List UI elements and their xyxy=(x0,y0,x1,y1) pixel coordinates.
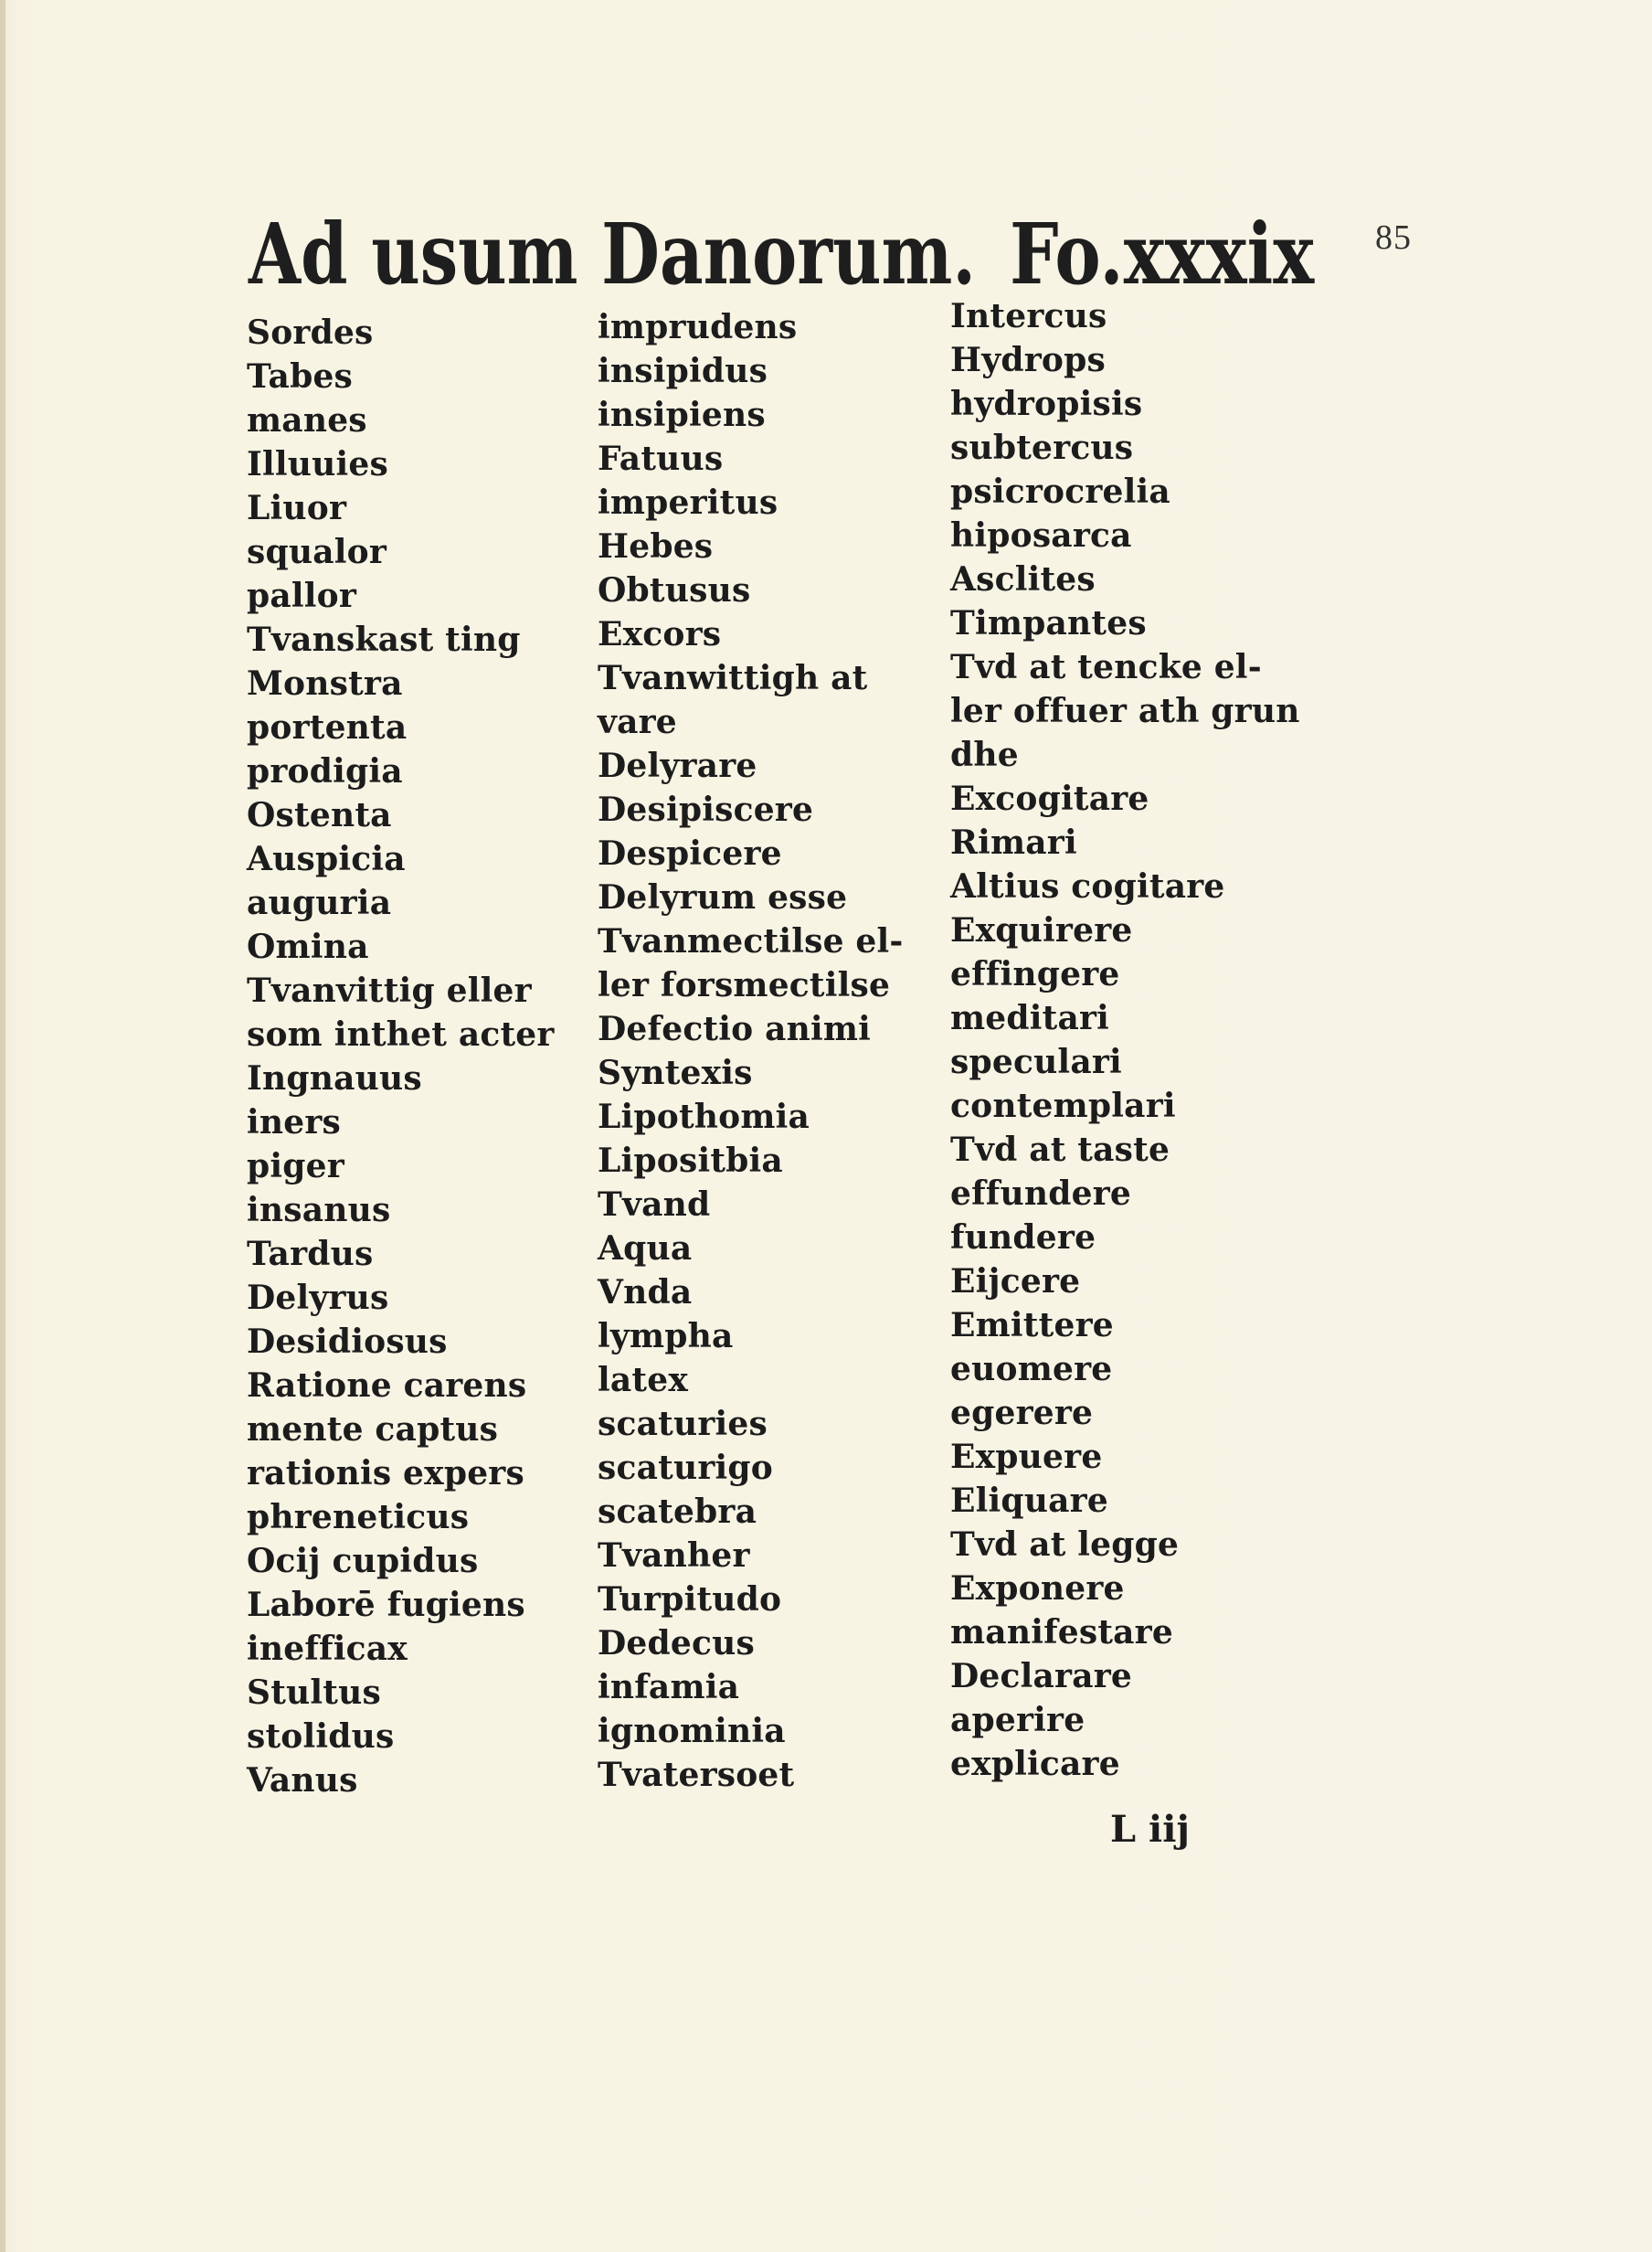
word-entry: imperitus xyxy=(598,483,778,522)
word-entry: phreneticus xyxy=(247,1498,470,1536)
running-head-title: Ad usum Danorum. xyxy=(249,205,977,303)
word-entry: scaturies xyxy=(598,1405,768,1443)
word-entry: speculari xyxy=(950,1043,1122,1081)
word-entry: Tvanher xyxy=(598,1536,750,1575)
word-entry: Desipiscere xyxy=(598,791,814,829)
word-entry: vare xyxy=(598,703,677,741)
word-entry: ler forsmectilse xyxy=(598,966,891,1004)
word-entry: auguria xyxy=(247,884,392,922)
word-entry: Exquirere xyxy=(950,911,1133,950)
word-entry: Omina xyxy=(247,928,369,966)
word-entry: manifestare xyxy=(950,1613,1173,1652)
word-entry: Tvand xyxy=(598,1185,711,1224)
word-entry: Tvanwittigh at xyxy=(598,659,868,697)
word-entry: Rimari xyxy=(950,823,1077,862)
word-entry: Eijcere xyxy=(950,1262,1081,1301)
word-entry: stolidus xyxy=(247,1717,395,1756)
word-entry: Auspicia xyxy=(247,840,406,878)
word-entry: infamia xyxy=(598,1668,740,1706)
word-entry: Tvanskast ting xyxy=(247,621,521,659)
word-entry: Tardus xyxy=(247,1235,374,1273)
word-entry: Asclites xyxy=(950,560,1096,599)
signature-mark: L iij xyxy=(1110,1808,1190,1851)
word-column-2 xyxy=(598,305,904,1797)
word-entry: imprudens xyxy=(598,308,798,346)
word-entry: Syntexis xyxy=(598,1054,753,1092)
word-entry: som inthet acter xyxy=(247,1015,555,1054)
word-entry: Expuere xyxy=(950,1438,1103,1476)
word-entry: Declarare xyxy=(950,1657,1133,1695)
word-entry: Sordes xyxy=(247,313,374,352)
word-entry: Ocij cupidus xyxy=(247,1542,479,1580)
word-entry: Excors xyxy=(598,615,722,653)
word-entry: Vnda xyxy=(598,1273,693,1312)
word-entry: Laborē fugiens xyxy=(247,1586,525,1624)
word-entry: scatebra xyxy=(598,1492,757,1531)
word-entry: Tvanmectilse el- xyxy=(598,922,904,961)
word-entry: manes xyxy=(247,401,367,440)
word-entry: Tvd at taste xyxy=(950,1131,1170,1169)
word-entry: Delyrum esse xyxy=(598,878,848,917)
word-entry: inefficax xyxy=(247,1630,408,1668)
word-entry: meditari xyxy=(950,999,1110,1037)
word-entry: hydropisis xyxy=(950,385,1143,423)
word-entry: subtercus xyxy=(950,429,1134,467)
word-entry: Delyrus xyxy=(247,1279,389,1317)
word-entry: psicrocrelia xyxy=(950,473,1170,511)
word-entry: lympha xyxy=(598,1317,734,1355)
word-entry: insanus xyxy=(247,1191,391,1229)
word-entry: Dedecus xyxy=(598,1624,755,1662)
word-entry: fundere xyxy=(950,1218,1096,1257)
word-entry: insipidus xyxy=(598,352,768,390)
word-entry: Intercus xyxy=(950,297,1107,335)
word-entry: Tvanvittig eller xyxy=(247,972,532,1010)
word-entry: Stultus xyxy=(247,1673,381,1712)
word-entry: contemplari xyxy=(950,1087,1176,1125)
word-entry: rationis expers xyxy=(247,1454,524,1492)
word-entry: pallor xyxy=(247,577,357,615)
word-entry: Tvd at tencke el- xyxy=(950,648,1262,686)
word-entry: Fatuus xyxy=(598,440,724,478)
word-entry: iners xyxy=(247,1103,341,1142)
word-entry: Vanus xyxy=(247,1761,358,1800)
word-entry: piger xyxy=(247,1147,344,1185)
word-entry: Ingnauus xyxy=(247,1059,422,1098)
word-entry: Timpantes xyxy=(950,604,1147,643)
word-entry: dhe xyxy=(950,736,1019,774)
word-entry: explicare xyxy=(950,1745,1120,1783)
word-entry: Altius cogitare xyxy=(950,867,1225,906)
word-entry: latex xyxy=(598,1361,688,1399)
word-entry: Exponere xyxy=(950,1569,1125,1608)
word-entry: euomere xyxy=(950,1350,1113,1388)
word-entry: squalor xyxy=(247,533,387,571)
word-entry: Lipositbia xyxy=(598,1142,783,1180)
word-entry: Hebes xyxy=(598,527,714,566)
word-entry: Aqua xyxy=(598,1229,693,1268)
word-entry: Tvd at legge xyxy=(950,1525,1180,1564)
word-entry: effundere xyxy=(950,1174,1131,1213)
word-entry: portenta xyxy=(247,708,408,747)
word-entry: scaturigo xyxy=(598,1449,773,1487)
word-entry: ler offuer ath grun xyxy=(950,692,1300,730)
word-entry: Despicere xyxy=(598,834,782,873)
word-column-1 xyxy=(247,311,555,1802)
word-entry: aperire xyxy=(950,1701,1085,1739)
word-entry: Obtusus xyxy=(598,571,751,610)
word-entry: hiposarca xyxy=(950,516,1132,555)
word-entry: Monstra xyxy=(247,664,403,703)
word-entry: Tabes xyxy=(247,357,354,396)
word-entry: Ratione carens xyxy=(247,1366,527,1405)
word-entry: Defectio animi xyxy=(598,1010,872,1048)
word-entry: Tvatersoet xyxy=(598,1756,795,1794)
word-entry: Desidiosus xyxy=(247,1323,448,1361)
word-entry: Excogitare xyxy=(950,780,1149,818)
binding-edge xyxy=(0,0,5,2252)
word-entry: Hydrops xyxy=(950,341,1106,379)
word-entry: Delyrare xyxy=(598,747,757,785)
word-entry: insipiens xyxy=(598,396,766,434)
word-entry: ignominia xyxy=(598,1712,786,1750)
running-head-folio: Fo.xxxix xyxy=(1010,205,1315,303)
word-entry: Lipothomia xyxy=(598,1098,810,1136)
word-column-3 xyxy=(950,294,1300,1786)
word-entry: Ostenta xyxy=(247,796,392,834)
word-entry: prodigia xyxy=(247,752,403,791)
word-entry: Turpitudo xyxy=(598,1580,782,1619)
word-entry: Liuor xyxy=(247,489,347,527)
page-number: 85 xyxy=(1375,218,1412,257)
word-entry: mente captus xyxy=(247,1410,499,1449)
word-entry: Illuuies xyxy=(247,445,388,483)
word-entry: Emittere xyxy=(950,1306,1114,1344)
word-entry: effingere xyxy=(950,955,1120,993)
word-entry: egerere xyxy=(950,1394,1094,1432)
word-entry: Eliquare xyxy=(950,1482,1108,1520)
